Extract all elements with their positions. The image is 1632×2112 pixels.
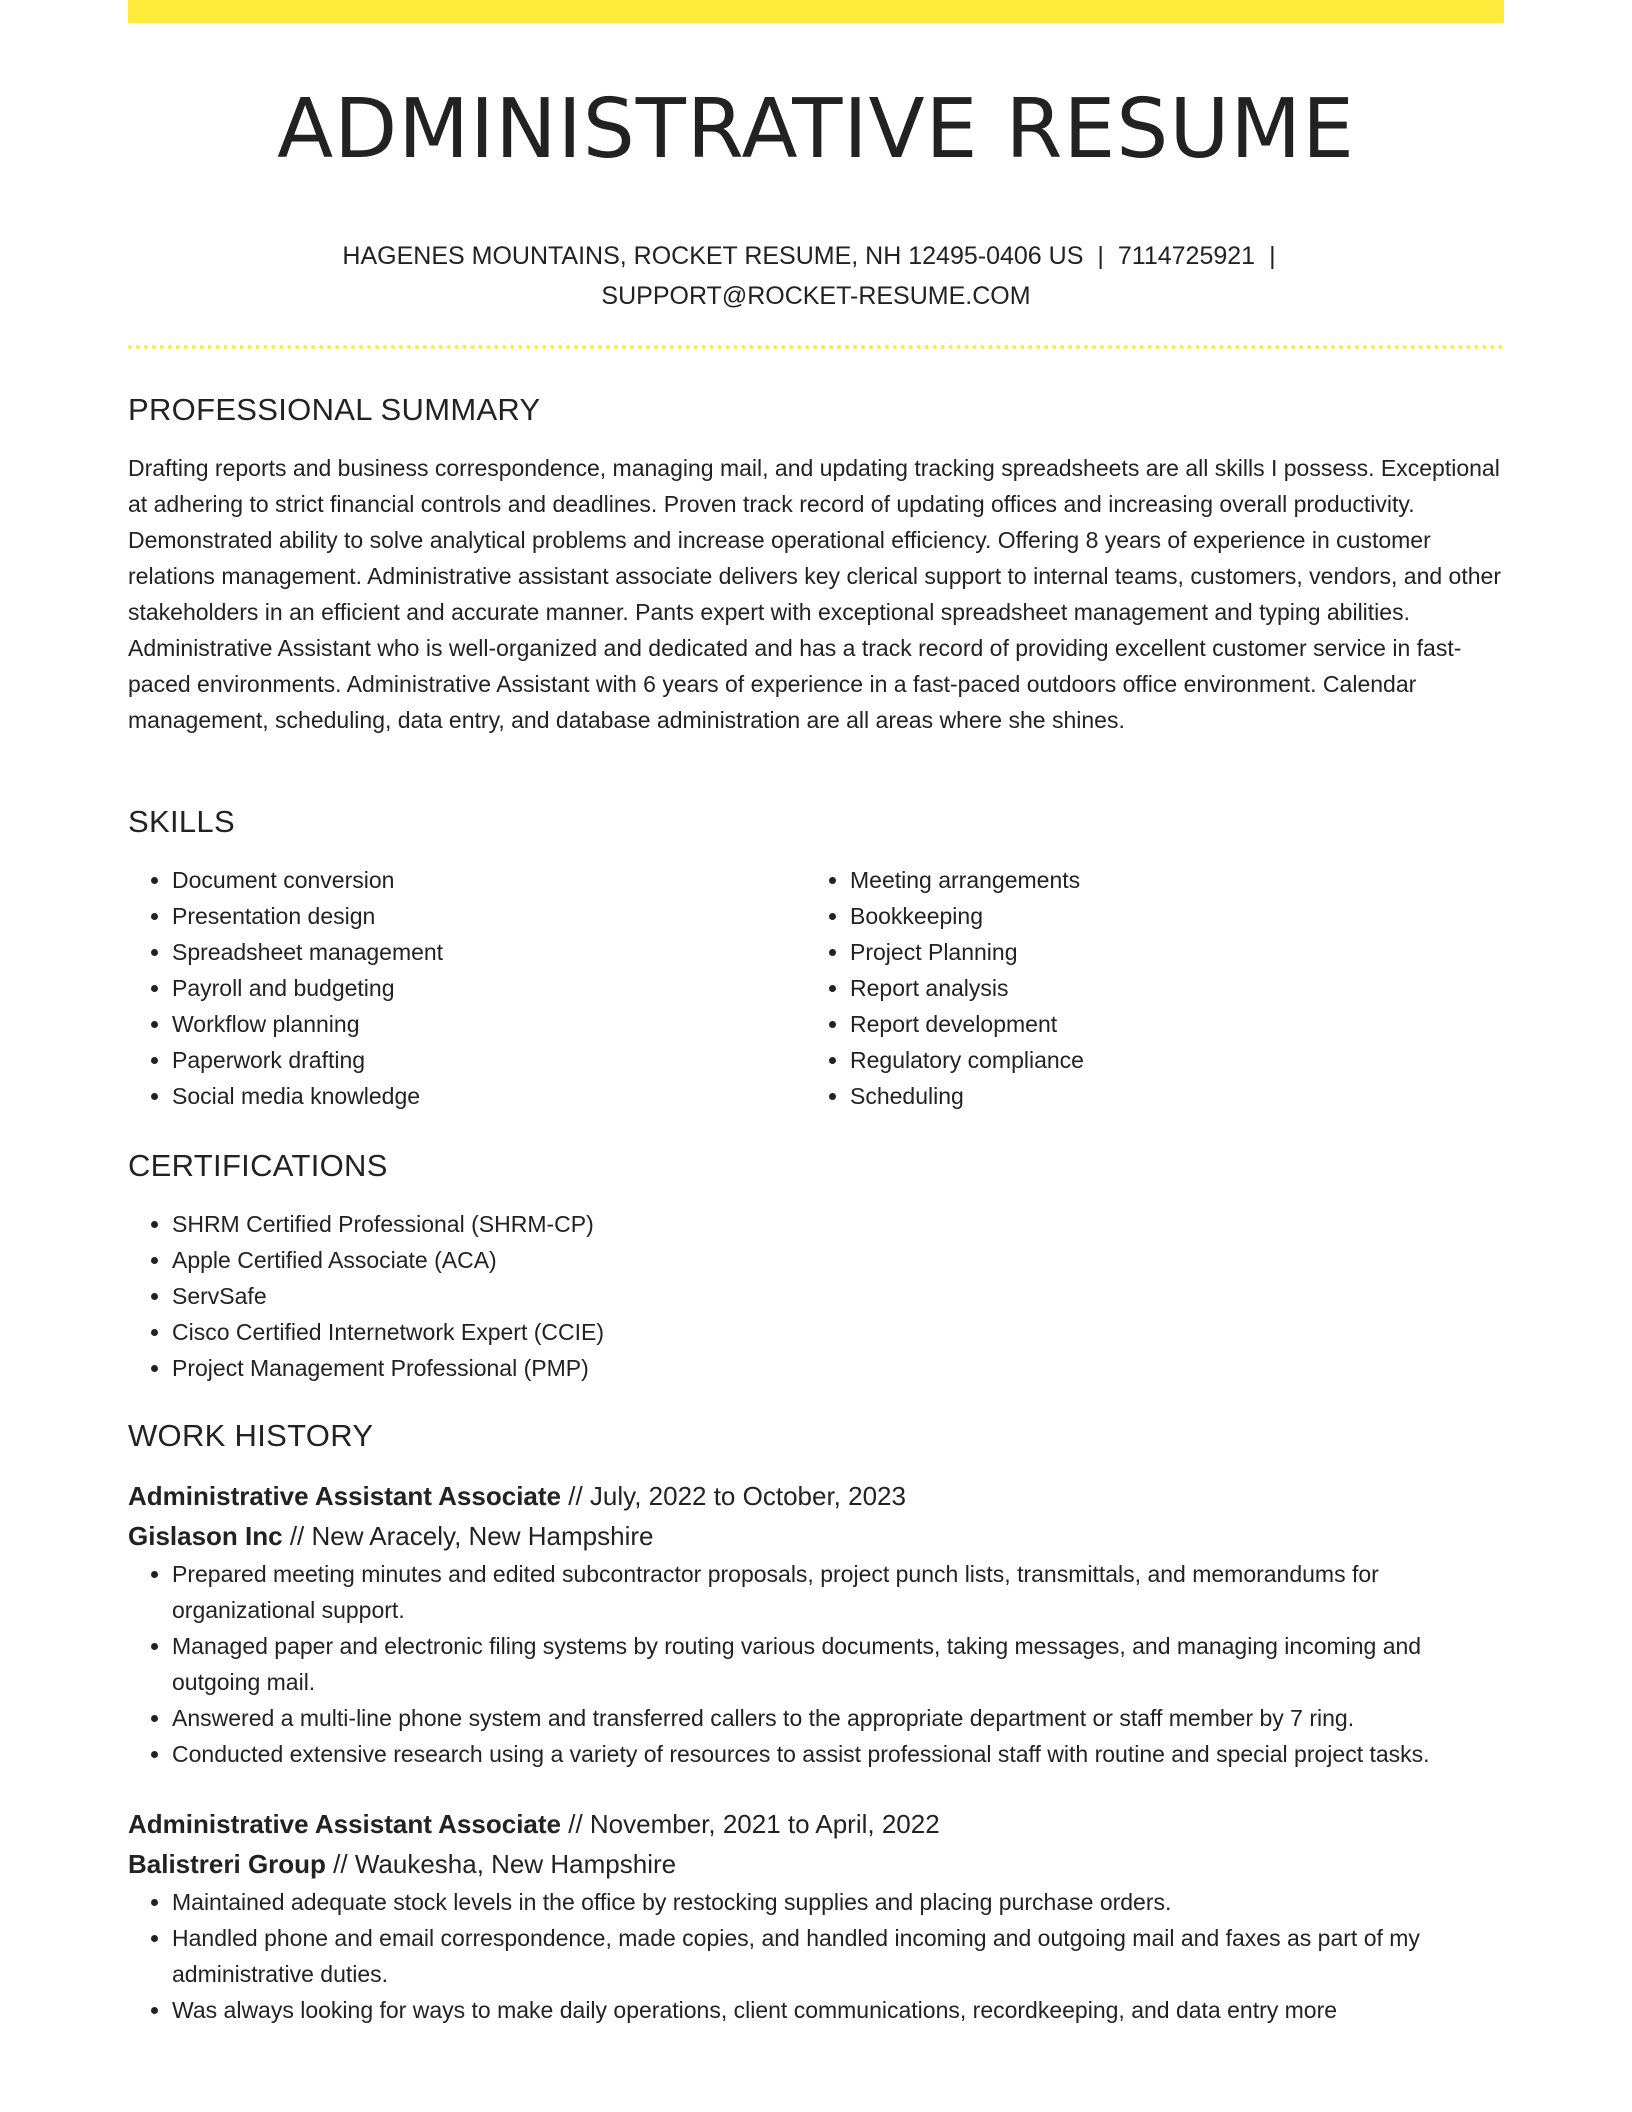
job-bullet: • Handled phone and email correspondence, made copies, and handled incoming and outgoing mail and faxes as part of my administrative duties. [172, 1920, 1504, 1992]
contact-phone: 7114725921 [1117, 242, 1256, 270]
job-entry [128, 1804, 1504, 2028]
certification-item: • Project Management Professional (PMP) [172, 1350, 1504, 1386]
job-company: Gislason Inc [128, 1521, 283, 1551]
job-company: Balistreri Group [128, 1849, 326, 1879]
contact-email: SUPPORT@ROCKET-RESUME.COM [601, 282, 1031, 310]
job-bullet: • Conducted extensive research using a variety of resources to assist professional staff with routine and special project tasks. [172, 1736, 1504, 1772]
skill-item: • Payroll and budgeting [172, 970, 806, 1006]
skill-item: • Bookkeeping [850, 898, 1484, 934]
skill-item: • Project Planning [850, 934, 1484, 970]
certification-item: • Cisco Certified Internetwork Expert (CCIE) [172, 1314, 1504, 1350]
job-location: // New Aracely, New Hampshire [282, 1521, 654, 1551]
certification-item: • Apple Certified Associate (ACA) [172, 1242, 1504, 1278]
skills-columns [128, 862, 1504, 1114]
header-divider [128, 345, 1504, 349]
skill-item: • Report analysis [850, 970, 1484, 1006]
job-bullet: • Managed paper and electronic filing systems by routing various documents, taking messages, and managing incoming and outgoing mail. [172, 1628, 1504, 1700]
job-title-line [128, 1804, 1504, 1844]
contact-info [128, 236, 1504, 316]
skill-item: • Meeting arrangements [850, 862, 1484, 898]
skill-item: • Paperwork drafting [172, 1042, 806, 1078]
certifications-heading: CERTIFICATIONS [128, 1148, 388, 1183]
job-dates: // July, 2022 to October, 2023 [561, 1481, 906, 1511]
summary-section [128, 390, 1504, 738]
work-history-heading: WORK HISTORY [128, 1418, 374, 1453]
job-company-line [128, 1844, 1504, 1884]
contact-separator: | [1269, 242, 1276, 270]
job-title: Administrative Assistant Associate [128, 1481, 561, 1511]
certifications-list [128, 1206, 1504, 1386]
job-title-line [128, 1476, 1504, 1516]
skill-item: • Spreadsheet management [172, 934, 806, 970]
skills-list-left [128, 862, 806, 1114]
contact-address: HAGENES MOUNTAINS, ROCKET RESUME, NH 12495-0406 US [342, 242, 1084, 270]
skills-heading: SKILLS [128, 804, 235, 839]
contact-separator: | [1097, 242, 1104, 270]
skill-item: • Report development [850, 1006, 1484, 1042]
job-bullet: • Prepared meeting minutes and edited subcontractor proposals, project punch lists, transmittals, and memorandums for organizational support. [172, 1556, 1504, 1628]
job-bullet: • Answered a multi-line phone system and transferred callers to the appropriate department or staff member by 7 ring. [172, 1700, 1504, 1736]
job-title: Administrative Assistant Associate [128, 1809, 561, 1839]
skills-section [128, 802, 1504, 1114]
summary-heading: PROFESSIONAL SUMMARY [128, 392, 541, 427]
summary-text: Drafting reports and business correspondence, managing mail, and updating tracking spreadsheets are all skills I possess. Exceptional at adhering to strict financial controls and deadlines. Proven track record of updating offices and increasing overall productivity. Demonstrated ability to solve analytical problems and increase operational efficiency. Offering 8 years of experience in customer relations management. Administrative assistant associate delivers key clerical support to internal teams, customers, vendors, and other stakeholders in an efficient and accurate manner. Pants expert with exceptional spreadsheet management and typing abilities. Administrative Assistant who is well-organized and dedicated and has a track record of providing excellent customer service in fast-paced environments. Administrative Assistant with 6 years of experience in a fast-paced outdoors office environment. Calendar management, scheduling, data entry, and database administration are all areas where she shines. [128, 455, 1501, 733]
accent-top-bar [128, 0, 1504, 23]
job-bullets [128, 1556, 1504, 1772]
job-location: // Waukesha, New Hampshire [325, 1849, 677, 1879]
job-entry [128, 1476, 1504, 1772]
resume-title: ADMINISTRATIVE RESUME [277, 82, 1355, 177]
skill-item: • Regulatory compliance [850, 1042, 1484, 1078]
skill-item: • Presentation design [172, 898, 806, 934]
job-company-line [128, 1516, 1504, 1556]
job-dates: // November, 2021 to April, 2022 [561, 1809, 940, 1839]
job-bullet: • Was always looking for ways to make daily operations, client communications, recordkeeping, and data entry more [172, 1992, 1504, 2028]
certification-item: • SHRM Certified Professional (SHRM-CP) [172, 1206, 1504, 1242]
skill-item: • Social media knowledge [172, 1078, 806, 1114]
job-bullet: • Maintained adequate stock levels in the office by restocking supplies and placing purchase orders. [172, 1884, 1504, 1920]
skill-item: • Document conversion [172, 862, 806, 898]
job-bullets [128, 1884, 1504, 2028]
skills-list-right [806, 862, 1484, 1114]
certifications-section [128, 1146, 1504, 1386]
work-history-section [128, 1416, 1504, 2028]
certification-item: • ServSafe [172, 1278, 1504, 1314]
skill-item: • Workflow planning [172, 1006, 806, 1042]
skill-item: • Scheduling [850, 1078, 1484, 1114]
